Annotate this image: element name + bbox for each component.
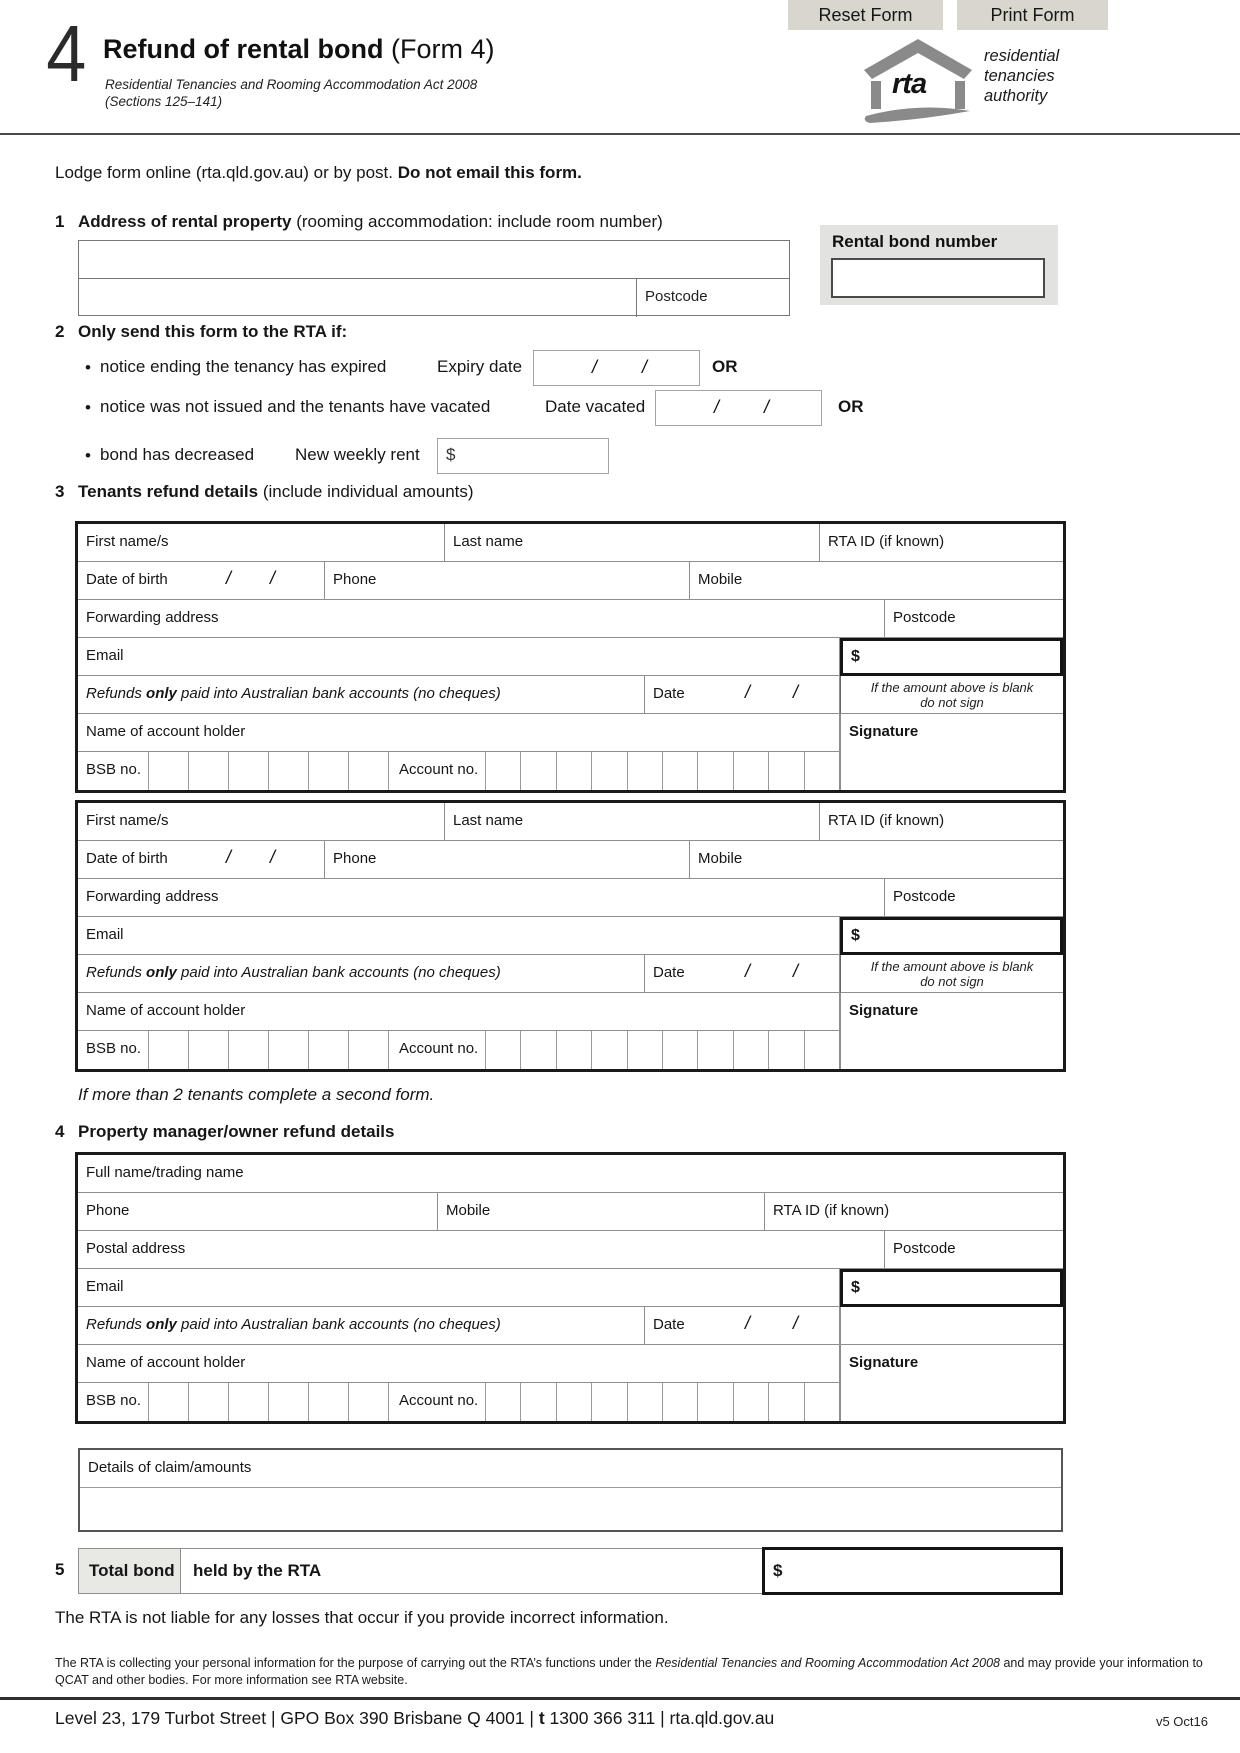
privacy-act-name: Residential Tenancies and Rooming Accommodation Act 2008 — [655, 1656, 1000, 1670]
forwarding-address-label: Forwarding address — [86, 888, 219, 905]
refunds-note — [78, 676, 645, 714]
section2-number: 2 — [55, 322, 65, 341]
account-digit-cell[interactable] — [520, 1031, 555, 1069]
rental-bond-number-panel — [820, 225, 1058, 305]
postcode-label: Postcode — [893, 1240, 956, 1257]
bsb-digit-cell[interactable] — [348, 752, 388, 790]
expiry-date-label: Expiry date — [437, 357, 523, 376]
date-label: Date — [653, 1316, 685, 1333]
account-digit-cell[interactable] — [627, 752, 662, 790]
footer-phone-label: t — [538, 1708, 545, 1728]
rta-id-label: RTA ID (if known) — [773, 1202, 890, 1219]
section1-heading — [55, 212, 663, 232]
manager-postal-address-input[interactable] — [78, 1231, 885, 1269]
account-digit-cell[interactable] — [556, 1031, 591, 1069]
date-slash: / — [793, 961, 799, 981]
footer-address: Level 23, 179 Turbot Street | GPO Box 390 Brisbane Q 4001 | — [55, 1708, 539, 1728]
details-of-claim-label-row — [80, 1450, 1061, 1488]
postcode-label: Postcode — [893, 888, 956, 905]
tenant-postcode-input[interactable] — [885, 879, 1063, 917]
date-slash: / — [714, 397, 720, 417]
mobile-label: Mobile — [698, 571, 743, 588]
refunds-bold: only — [146, 1316, 177, 1333]
date-slash: / — [226, 568, 232, 588]
tenant-signature-field[interactable] — [840, 714, 1063, 790]
refunds-note — [78, 955, 645, 993]
section1-title: Address of rental property — [78, 212, 292, 231]
second-form-note: If more than 2 tenants complete a second form. — [78, 1085, 435, 1104]
tenant-dob-input[interactable] — [78, 841, 325, 879]
tenant-first-name-input[interactable] — [78, 803, 445, 841]
account-digit-cell[interactable] — [591, 1031, 626, 1069]
dollar-sign: $ — [446, 445, 456, 464]
section2-heading — [55, 322, 347, 342]
account-digit-cell[interactable] — [485, 752, 520, 790]
account-digit-cell[interactable] — [733, 1383, 768, 1421]
or-label: OR — [838, 397, 864, 416]
tenant-mobile-input[interactable] — [690, 562, 1063, 600]
reset-form-button[interactable]: Reset Form — [788, 0, 943, 30]
total-bond-amount-input[interactable] — [762, 1547, 1063, 1595]
account-no-label: Account no. — [388, 1383, 485, 1421]
account-digit-cell[interactable] — [520, 752, 555, 790]
tenant-phone-input[interactable] — [325, 841, 690, 879]
manager-signature-field[interactable] — [840, 1345, 1063, 1421]
account-digit-cell[interactable] — [520, 1383, 555, 1421]
expiry-date-input[interactable] — [533, 350, 700, 386]
bsb-digit-cell[interactable] — [268, 752, 308, 790]
lodge-instruction-normal: Lodge form online (rta.qld.gov.au) or by post. — [55, 163, 398, 182]
bsb-digit-cell[interactable] — [228, 1031, 268, 1069]
refunds-pre: Refunds — [86, 964, 147, 981]
dollar-sign: $ — [773, 1561, 783, 1580]
account-holder-label: Name of account holder — [86, 723, 246, 740]
tenant-postcode-input[interactable] — [885, 600, 1063, 638]
account-digit-cell[interactable] — [804, 1031, 839, 1069]
account-digit-cell[interactable] — [733, 752, 768, 790]
tenant-account-holder-input[interactable] — [78, 714, 840, 752]
mobile-label: Mobile — [446, 1202, 491, 1219]
section1-title-suffix: (rooming accommodation: include room number) — [291, 212, 663, 231]
subtitle-line1: Residential Tenancies and Rooming Accommodation Act 2008 — [105, 77, 478, 92]
account-digit-cell[interactable] — [733, 1031, 768, 1069]
manager-rta-id-input[interactable] — [765, 1193, 1063, 1231]
date-slash: / — [793, 682, 799, 702]
account-digit-cell[interactable] — [697, 752, 732, 790]
rental-bond-number-input[interactable] — [831, 258, 1045, 298]
blank-amount-warning — [840, 955, 1063, 993]
dollar-sign: $ — [851, 927, 860, 944]
or-label: OR — [712, 357, 738, 376]
manager-refund-amount-input[interactable] — [840, 1269, 1063, 1307]
refunds-post: paid into Australian bank accounts (no cheques) — [176, 964, 501, 981]
page-subtitle — [105, 76, 477, 110]
bullet-icon: • — [85, 358, 91, 377]
postcode-label: Postcode — [893, 609, 956, 626]
email-label: Email — [86, 926, 124, 943]
details-of-claim-box[interactable] — [78, 1448, 1063, 1532]
tenant-email-input[interactable] — [78, 917, 840, 955]
bsb-digit-cell[interactable] — [188, 1383, 228, 1421]
tenant-forwarding-address-input[interactable] — [78, 600, 885, 638]
email-label: Email — [86, 1278, 124, 1295]
account-digit-cell[interactable] — [627, 1383, 662, 1421]
last-name-label: Last name — [453, 533, 524, 550]
phone-label: Phone — [86, 1202, 130, 1219]
bullet-icon: • — [85, 446, 91, 465]
date-label: Date — [653, 964, 685, 981]
refunds-bold: only — [146, 964, 177, 981]
warning-line2: do not sign — [920, 974, 984, 989]
manager-blank-cell — [840, 1307, 1063, 1345]
held-by-rta-label: held by the RTA — [193, 1561, 322, 1580]
tenant-phone-input[interactable] — [325, 562, 690, 600]
refunds-note — [78, 1307, 645, 1345]
refunds-bold: only — [146, 685, 177, 702]
date-vacated-label: Date vacated — [545, 397, 646, 416]
privacy-statement — [55, 1655, 1207, 1689]
print-form-button[interactable]: Print Form — [957, 0, 1108, 30]
new-weekly-rent-label: New weekly rent — [295, 445, 420, 464]
bullet-row-expiry — [55, 350, 1155, 386]
section4-title: Property manager/owner refund details — [78, 1122, 395, 1141]
page-title-bold: Refund of rental bond — [103, 34, 384, 64]
warning-line2: do not sign — [920, 695, 984, 710]
manager-mobile-input[interactable] — [438, 1193, 765, 1231]
tenant-dob-input[interactable] — [78, 562, 325, 600]
section3-title: Tenants refund details — [78, 482, 259, 501]
phone-label: Phone — [333, 571, 377, 588]
bsb-digit-cell[interactable] — [348, 1031, 388, 1069]
manager-phone-input[interactable] — [78, 1193, 438, 1231]
footer-phone-web: 1300 366 311 | rta.qld.gov.au — [544, 1708, 775, 1728]
new-weekly-rent-input[interactable] — [437, 438, 609, 474]
manager-postcode-input[interactable] — [885, 1231, 1063, 1269]
footer-divider — [0, 1697, 1240, 1700]
tenant1-table — [75, 521, 1066, 793]
header-divider — [0, 133, 1240, 135]
first-name-label: First name/s — [86, 533, 169, 550]
bsb-digit-cell[interactable] — [188, 752, 228, 790]
tenant-rta-id-input[interactable] — [820, 524, 1063, 562]
bsb-label: BSB no. — [86, 761, 142, 778]
full-name-label: Full name/trading name — [86, 1164, 244, 1181]
rta-logo-text — [984, 46, 1059, 106]
mobile-label: Mobile — [698, 850, 743, 867]
bullet1-text: notice ending the tenancy has expired — [100, 357, 387, 376]
account-digit-cell[interactable] — [591, 752, 626, 790]
account-digit-cell[interactable] — [768, 1031, 803, 1069]
tenant-account-holder-input[interactable] — [78, 993, 840, 1031]
account-digit-cell[interactable] — [662, 1031, 697, 1069]
tenant-bank-row — [78, 1031, 840, 1069]
date-slash: / — [270, 568, 276, 588]
manager-email-input[interactable] — [78, 1269, 840, 1307]
account-digit-cell[interactable] — [556, 1383, 591, 1421]
details-of-claim-label: Details of claim/amounts — [88, 1459, 252, 1476]
bsb-digit-cell[interactable] — [308, 1031, 348, 1069]
section3-title-suffix: (include individual amounts) — [258, 482, 474, 501]
dollar-sign: $ — [851, 648, 860, 665]
privacy-pre: The RTA is collecting your personal information for the purpose of carrying out the RTA’s functions under the — [55, 1656, 656, 1670]
refunds-post: paid into Australian bank accounts (no cheques) — [176, 685, 501, 702]
bullet-row-rent — [55, 438, 1155, 474]
forwarding-address-label: Forwarding address — [86, 609, 219, 626]
bsb-digit-cell[interactable] — [348, 1383, 388, 1421]
account-digit-cell[interactable] — [804, 752, 839, 790]
refunds-post: paid into Australian bank accounts (no cheques) — [176, 1316, 501, 1333]
date-slash: / — [793, 1313, 799, 1333]
subtitle-line2: (Sections 125–141) — [105, 94, 223, 109]
account-no-label: Account no. — [388, 752, 485, 790]
section2-title: Only send this form to the RTA if: — [78, 322, 348, 341]
tenant2-table — [75, 800, 1066, 1072]
bsb-label: BSB no. — [86, 1040, 142, 1057]
account-digit-cell[interactable] — [591, 1383, 626, 1421]
tenant-sign-date-input[interactable] — [645, 676, 840, 714]
postcode-label: Postcode — [645, 288, 708, 305]
rta-id-label: RTA ID (if known) — [828, 533, 945, 550]
tenant-email-input[interactable] — [78, 638, 840, 676]
section1-number: 1 — [55, 212, 65, 231]
rental-address-box — [78, 240, 790, 316]
tenant-signature-field[interactable] — [840, 993, 1063, 1069]
phone-label: Phone — [333, 850, 377, 867]
signature-label: Signature — [849, 1002, 919, 1019]
tenant-bank-row — [78, 752, 840, 790]
bsb-digit-cell[interactable] — [228, 1383, 268, 1421]
date-slash: / — [642, 357, 648, 377]
warning-line1: If the amount above is blank — [870, 680, 1034, 695]
address-line1-input[interactable] — [79, 241, 789, 279]
account-digit-cell[interactable] — [697, 1383, 732, 1421]
liability-statement: The RTA is not liable for any losses that occur if you provide incorrect information. — [55, 1608, 669, 1627]
date-label: Date — [653, 685, 685, 702]
manager-full-name-input[interactable] — [78, 1155, 1063, 1193]
bsb-digit-cell[interactable] — [148, 752, 188, 790]
tenant-refund-amount-input[interactable] — [840, 917, 1063, 955]
logo-text-line2: tenancies — [984, 67, 1055, 85]
bsb-digit-cell[interactable] — [228, 752, 268, 790]
bullet3-text: bond has decreased — [100, 445, 255, 464]
account-digit-cell[interactable] — [485, 1383, 520, 1421]
form-number: 4 — [46, 9, 87, 98]
tenant-forwarding-address-input[interactable] — [78, 879, 885, 917]
date-slash: / — [745, 961, 751, 981]
bsb-digit-cell[interactable] — [148, 1383, 188, 1421]
account-digit-cell[interactable] — [662, 752, 697, 790]
account-digit-cell[interactable] — [768, 1383, 803, 1421]
account-digit-cell[interactable] — [768, 752, 803, 790]
rta-logo-acronym: rta — [892, 68, 927, 100]
account-digit-cell[interactable] — [804, 1383, 839, 1421]
bsb-digit-cell[interactable] — [268, 1031, 308, 1069]
page-title — [103, 34, 494, 65]
bullet-row-vacated — [55, 390, 1155, 426]
date-slash: / — [592, 357, 598, 377]
account-holder-label: Name of account holder — [86, 1354, 246, 1371]
section4-number: 4 — [55, 1122, 65, 1141]
dob-label: Date of birth — [86, 850, 168, 867]
account-digit-cell[interactable] — [662, 1383, 697, 1421]
date-vacated-input[interactable] — [655, 390, 822, 426]
manager-bank-row — [78, 1383, 840, 1421]
lodge-instruction-bold: Do not email this form. — [397, 163, 582, 182]
logo-text-line1: residential — [984, 47, 1060, 65]
bullet2-text: notice was not issued and the tenants have vacated — [100, 397, 491, 416]
date-slash: / — [764, 397, 770, 417]
manager-sign-date-input[interactable] — [645, 1307, 840, 1345]
page-title-rest: (Form 4) — [383, 34, 495, 64]
bullet-icon: • — [85, 398, 91, 417]
privacy-post: and may provide your information to QCAT and other bodies. For more information see RTA website. — [55, 1656, 1203, 1687]
address-postcode-input[interactable] — [636, 279, 789, 317]
section4-heading — [55, 1122, 394, 1142]
rta-id-label: RTA ID (if known) — [828, 812, 945, 829]
first-name-label: First name/s — [86, 812, 169, 829]
bsb-digit-cell[interactable] — [268, 1383, 308, 1421]
last-name-label: Last name — [453, 812, 524, 829]
account-digit-cell[interactable] — [485, 1031, 520, 1069]
signature-label: Signature — [849, 723, 919, 740]
total-bond-label: Total bond — [79, 1549, 181, 1593]
bsb-digit-cell[interactable] — [148, 1031, 188, 1069]
tenant-sign-date-input[interactable] — [645, 955, 840, 993]
section5-number: 5 — [55, 1560, 65, 1579]
date-slash: / — [226, 847, 232, 867]
email-label: Email — [86, 647, 124, 664]
rta-logo — [858, 34, 1198, 130]
tenant-first-name-input[interactable] — [78, 524, 445, 562]
tenant-mobile-input[interactable] — [690, 841, 1063, 879]
section3-number: 3 — [55, 482, 65, 501]
tenant-last-name-input[interactable] — [445, 524, 820, 562]
bsb-digit-cell[interactable] — [188, 1031, 228, 1069]
signature-label: Signature — [849, 1354, 919, 1371]
total-bond-bar — [78, 1548, 1063, 1594]
tenant-rta-id-input[interactable] — [820, 803, 1063, 841]
date-slash: / — [745, 682, 751, 702]
warning-line1: If the amount above is blank — [870, 959, 1034, 974]
date-slash: / — [270, 847, 276, 867]
dob-label: Date of birth — [86, 571, 168, 588]
account-digit-cell[interactable] — [556, 752, 591, 790]
account-digit-cell[interactable] — [697, 1031, 732, 1069]
lodge-instruction — [55, 163, 582, 183]
manager-account-holder-input[interactable] — [78, 1345, 840, 1383]
dollar-sign: $ — [851, 1279, 860, 1296]
section5-number-wrap — [55, 1560, 78, 1580]
blank-amount-warning — [840, 676, 1063, 714]
date-slash: / — [745, 1313, 751, 1333]
tenant-refund-amount-input[interactable] — [840, 638, 1063, 676]
account-holder-label: Name of account holder — [86, 1002, 246, 1019]
account-no-label: Account no. — [388, 1031, 485, 1069]
postal-address-label: Postal address — [86, 1240, 186, 1257]
section3-heading — [55, 482, 474, 502]
rental-bond-number-label: Rental bond number — [832, 232, 998, 251]
logo-text-line3: authority — [984, 87, 1048, 105]
account-digit-cell[interactable] — [627, 1031, 662, 1069]
tenant-last-name-input[interactable] — [445, 803, 820, 841]
form-version: v5 Oct16 — [1155, 1714, 1208, 1729]
refunds-pre: Refunds — [86, 1316, 147, 1333]
manager-table — [75, 1152, 1066, 1424]
address-line2-input[interactable] — [79, 279, 789, 317]
bsb-label: BSB no. — [86, 1392, 142, 1409]
bsb-digit-cell[interactable] — [308, 1383, 348, 1421]
refunds-pre: Refunds — [86, 685, 147, 702]
bsb-digit-cell[interactable] — [308, 752, 348, 790]
rta-contact-details — [55, 1708, 774, 1729]
